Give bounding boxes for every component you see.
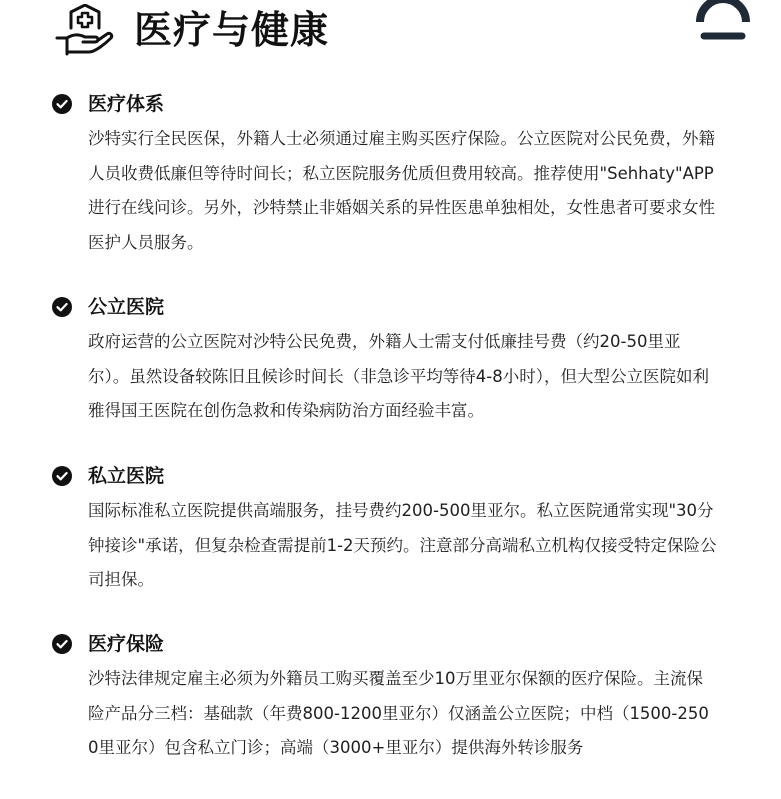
page-header xyxy=(0,0,781,62)
section-title: 公立医院 xyxy=(88,296,165,318)
check-circle-icon xyxy=(52,634,72,654)
section-body: 国际标准私立医院提供高端服务，挂号费约200-500里亚尔。私立医院通常实现"30分钟接诊"承诺，但复杂检查需提前1-2天预约。注意部分高端私立机构仅接受特定保险公司担保。 xyxy=(88,501,717,589)
hospital-hand-icon xyxy=(55,4,115,58)
section-title: 医疗保险 xyxy=(88,633,165,655)
check-circle-icon xyxy=(52,297,72,317)
page-title: 医疗与健康 xyxy=(134,8,330,52)
check-circle-icon xyxy=(52,466,72,486)
section-body: 沙特法律规定雇主必须为外籍员工购买覆盖至少10万里亚尔保额的医疗保险。主流保险产品分三档：基础款（年费800-1200里亚尔）仅涵盖公立医院；中档（1500-2500里亚尔）包含私立门诊；高端（3000+里亚尔）提供海外转诊服务 xyxy=(88,669,709,757)
partial-ring-icon xyxy=(696,0,750,44)
section-title: 私立医院 xyxy=(88,465,165,487)
section-title: 医疗体系 xyxy=(88,93,165,115)
check-circle-icon xyxy=(52,94,72,114)
section-body: 政府运营的公立医院对沙特公民免费，外籍人士需支付低廉挂号费（约20-50里亚尔）。虽然设备较陈旧且候诊时间长（非急诊平均等待4-8小时），但大型公立医院如利雅得国王医院在创伤急救和传染病防治方面经验丰富。 xyxy=(88,332,709,420)
section-body: 沙特实行全民医保，外籍人士必须通过雇主购买医疗保险。公立医院对公民免费，外籍人员收费低廉但等待时间长；私立医院服务优质但费用较高。推荐使用"Sehhaty"APP进行在线问诊。另外，沙特禁止非婚姻关系的异性医患单独相处，女性患者可要求女性医护人员服务。 xyxy=(88,129,715,252)
